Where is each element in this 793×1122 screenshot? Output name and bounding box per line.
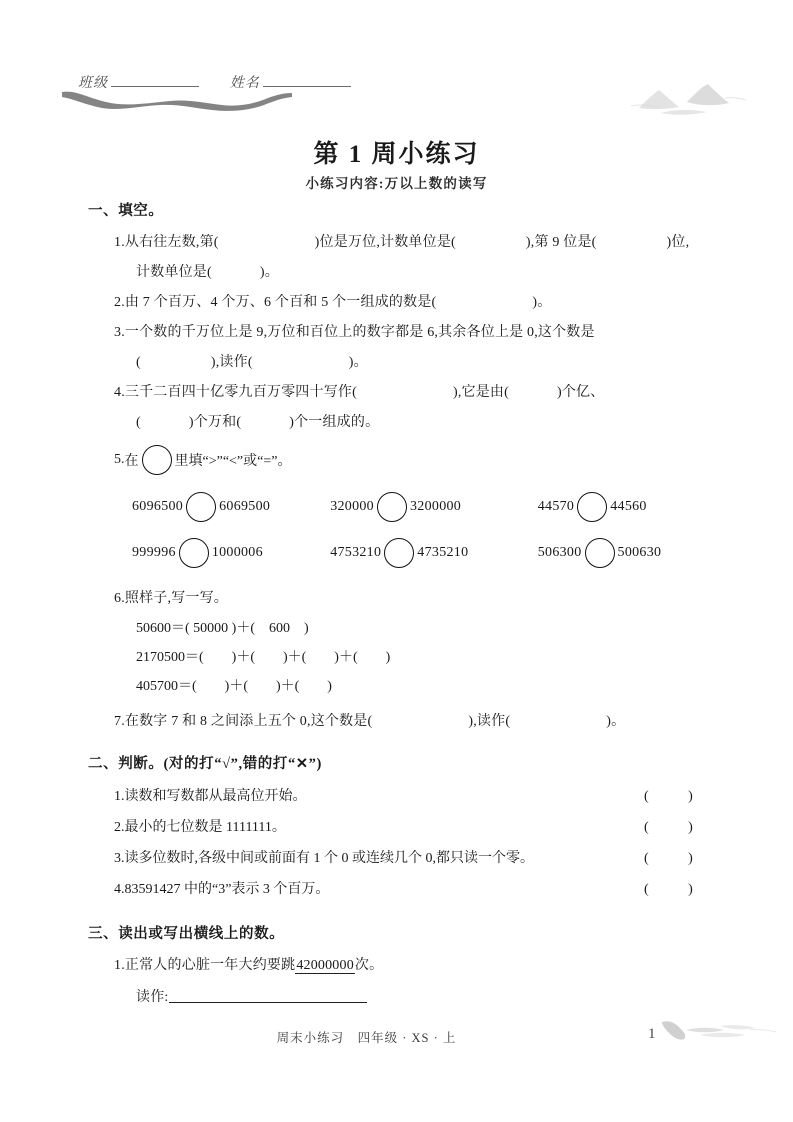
- brush-stroke-decoration: [62, 90, 292, 112]
- judgment-item-1: [88, 781, 711, 812]
- comparison-circle-6[interactable]: [585, 538, 615, 568]
- ink-mountain-icon-top: [629, 82, 749, 118]
- q3-line2-part3: )。: [348, 355, 368, 370]
- page-title: 第 1 周小练习: [313, 141, 480, 168]
- comparison-right-6: 500630: [617, 545, 662, 560]
- q1-part3: ),第 9 位是(: [525, 235, 597, 250]
- q5-prompt-after: 里填“>”“<”或“=”。: [174, 454, 292, 469]
- q4-line2-part3: )个一组成的。: [289, 415, 380, 430]
- s3q1-text-after: 次。: [354, 958, 384, 973]
- q4-line2-part2: )个万和(: [188, 415, 242, 430]
- question-2: [88, 288, 706, 318]
- s3q1-answer-line[interactable]: [169, 988, 367, 1003]
- q5-number: 5.: [114, 452, 125, 467]
- s3q1-underlined-number: 42000000: [296, 958, 354, 973]
- background-watermark: [540, 1040, 790, 1122]
- comparison-left-4: 999996: [132, 545, 176, 560]
- equation-row-1[interactable]: 50600＝( 50000 )＋( 600 ): [136, 621, 309, 636]
- judgment-3-number: 3.: [114, 851, 125, 866]
- comparison-pair-4: [132, 538, 330, 568]
- judgment-2-number: 2.: [114, 820, 125, 835]
- q1-line2-part1: 计数单位是(: [136, 265, 212, 280]
- s3q1-number: 1.: [114, 958, 125, 973]
- q4-line2-part1: (: [136, 415, 141, 430]
- q2-part1: 由 7 个百万、4 个万、6 个百和 5 个一组成的数是(: [124, 295, 437, 310]
- q4-part1: 三千二百四十亿零九百万零四十写作(: [124, 385, 357, 400]
- q1-line2-part2: )。: [259, 265, 279, 280]
- q1-number: 1.: [114, 235, 125, 250]
- q1-part2: )位是万位,计数单位是(: [314, 235, 456, 250]
- comparison-circle-3[interactable]: [577, 492, 607, 522]
- q7-part2: ),读作(: [468, 714, 511, 729]
- s3q1-read-label: 读作:: [136, 990, 169, 1005]
- q2-part2: )。: [532, 295, 552, 310]
- section-heading-true-false: 二、判断。(对的打“√”,错的打“✕”): [88, 756, 322, 772]
- comparison-right-3: 44560: [610, 499, 647, 514]
- comparison-pair-2: [330, 492, 538, 522]
- q7-number: 7.: [114, 714, 125, 729]
- comparison-pair-1: [132, 492, 330, 522]
- q6-prompt: 照样子,写一写。: [124, 591, 229, 606]
- comparison-left-1: 6096500: [132, 499, 184, 514]
- footer-label: 周末小练习 四年级 · XS · 上: [276, 1031, 457, 1045]
- comparison-pair-3: [538, 492, 706, 522]
- page-subtitle: 小练习内容:万以上数的读写: [305, 176, 488, 191]
- comparison-row-1: [132, 484, 706, 530]
- section-heading-read-write: 三、读出或写出横线上的数。: [88, 926, 285, 942]
- judgment-3-answer-box[interactable]: ( ): [644, 851, 711, 866]
- judgment-1-answer-box[interactable]: ( ): [644, 789, 711, 804]
- judgment-4-number: 4.: [114, 882, 125, 897]
- judgment-4-answer-box[interactable]: ( ): [644, 882, 711, 897]
- q4-part2: ),它是由(: [452, 385, 509, 400]
- comparison-circle-sample[interactable]: [142, 445, 172, 475]
- worksheet-content: [88, 200, 711, 1015]
- q3-line2-part2: ),读作(: [210, 355, 253, 370]
- s3q1-text-before: 正常人的心脏一年大约要跳: [124, 958, 296, 973]
- comparison-right-5: 4735210: [417, 545, 469, 560]
- q4-number: 4.: [114, 385, 125, 400]
- comparison-pair-5: [330, 538, 538, 568]
- q2-number: 2.: [114, 295, 125, 310]
- judgment-item-4: [88, 874, 711, 905]
- q3-number: 3.: [114, 325, 125, 340]
- q1-part1: 从右往左数,第(: [124, 235, 219, 250]
- judgment-3-text: 读多位数时,各级中间或前面有 1 个 0 或连续几个 0,都只读一个零。: [124, 851, 534, 866]
- comparison-right-2: 3200000: [410, 499, 462, 514]
- q5-prompt-before: 在: [124, 454, 139, 469]
- q6-number: 6.: [114, 591, 125, 606]
- judgment-item-3: [88, 843, 711, 874]
- question-6: [88, 584, 706, 614]
- comparison-circle-4[interactable]: [179, 538, 209, 568]
- name-label: 姓名: [229, 75, 260, 91]
- q4-part3: )个亿、: [557, 385, 605, 400]
- judgment-2-answer-box[interactable]: ( ): [644, 820, 711, 835]
- q3-line2-part1: (: [136, 355, 141, 370]
- q7-part1: 在数字 7 和 8 之间添上五个 0,这个数是(: [124, 714, 373, 729]
- equation-row-3[interactable]: 405700＝( )＋( )＋( ): [136, 679, 332, 694]
- page-header: [0, 62, 793, 122]
- student-info-fields: [78, 72, 353, 92]
- comparison-right-4: 1000006: [211, 545, 263, 560]
- judgment-1-number: 1.: [114, 789, 125, 804]
- comparison-left-5: 4753210: [330, 545, 382, 560]
- q7-part3: )。: [606, 714, 626, 729]
- class-blank-line[interactable]: [111, 74, 199, 87]
- comparison-circle-2[interactable]: [377, 492, 407, 522]
- question-4: [88, 378, 706, 438]
- judgment-4-text: 83591427 中的“3”表示 3 个百万。: [124, 882, 330, 897]
- comparison-row-2: [132, 530, 706, 576]
- q1-part4: )位,: [666, 235, 690, 250]
- section-heading-fill-in-blanks: 一、填空。: [88, 203, 164, 219]
- judgment-item-2: [88, 812, 711, 843]
- name-blank-line[interactable]: [263, 74, 351, 87]
- q3-part1: 一个数的千万位上是 9,万位和百位上的数字都是 6,其余各位上是 0,这个数是: [124, 325, 595, 340]
- question-5-prompt: [88, 438, 706, 482]
- section3-question-1: [88, 951, 706, 1015]
- question-3: [88, 318, 706, 378]
- comparison-circle-1[interactable]: [186, 492, 216, 522]
- page-number: 1: [648, 1026, 656, 1042]
- comparison-left-2: 320000: [330, 499, 374, 514]
- question-1: [88, 228, 706, 288]
- comparison-right-1: 6069500: [219, 499, 271, 514]
- comparison-left-3: 44570: [537, 499, 575, 514]
- comparison-circle-5[interactable]: [384, 538, 414, 568]
- judgment-2-text: 最小的七位数是 1111111。: [124, 820, 286, 835]
- judgment-1-text: 读数和写数都从最高位开始。: [124, 789, 307, 804]
- comparison-pair-6: [538, 538, 706, 568]
- class-label: 班级: [78, 75, 108, 91]
- question-7: [88, 707, 706, 737]
- equation-row-2[interactable]: 2170500＝( )＋( )＋( )＋( ): [136, 650, 391, 665]
- comparison-grid: [88, 484, 706, 576]
- comparison-left-6: 506300: [537, 545, 582, 560]
